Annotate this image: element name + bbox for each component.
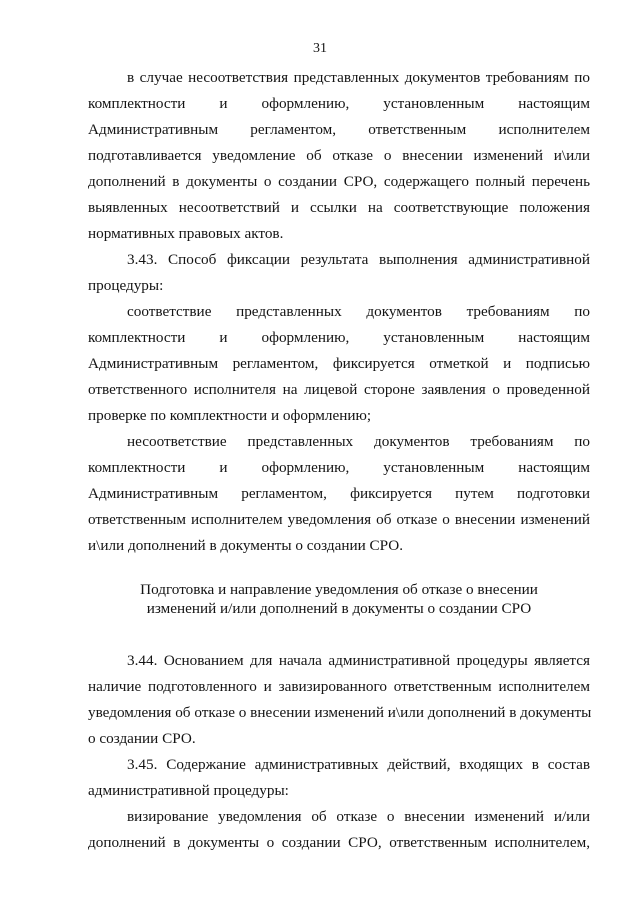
text-line: дополнений в документы о создании СРО, ответственным исполнителем,	[88, 834, 590, 851]
text-line: 3.45. Содержание административных действий, входящих в состав	[127, 756, 590, 773]
text-line: комплектности и оформлению, установленным настоящим	[88, 459, 590, 476]
text-line: комплектности и оформлению, установленным настоящим	[88, 329, 590, 346]
text-line: уведомления об отказе о внесении изменений и\или дополнений в документы	[88, 704, 592, 721]
text-line: проверке по комплектности и оформлению;	[88, 407, 372, 424]
text-line: дополнений в документы о создании СРО, содержащего полный перечень	[88, 173, 590, 190]
text-line: наличие подготовленного и завизированного ответственным исполнителем	[88, 678, 590, 695]
text-line: ответственного исполнителя на лицевой стороне заявления о проведенной	[88, 381, 590, 398]
text-line: процедуры:	[88, 277, 164, 294]
section-heading: Подготовка и направление уведомления об отказе о внесении	[140, 581, 538, 598]
text-line: выявленных несоответствий и ссылки на соответствующие положения	[88, 199, 590, 216]
section-heading: изменений и/или дополнений в документы о создании СРО	[146, 600, 532, 617]
text-line: соответствие представленных документов требованиям по	[127, 303, 590, 320]
text-line: подготавливается уведомление об отказе о внесении изменений и\или	[88, 147, 590, 164]
text-line: Административным регламентом, ответственным исполнителем	[88, 121, 590, 138]
text-line: несоответствие представленных документов требованиям по	[127, 433, 590, 450]
text-line: и\или дополнений в документы о создании СРО.	[88, 537, 404, 554]
text-line: о создании СРО.	[88, 730, 196, 747]
text-line: 3.44. Основанием для начала административной процедуры является	[127, 652, 590, 669]
text-line: Административным регламентом, фиксируется путем подготовки	[88, 485, 590, 502]
text-line: административной процедуры:	[88, 782, 289, 799]
text-line: ответственным исполнителем уведомления об отказе о внесении изменений	[88, 511, 590, 528]
text-line: нормативных правовых актов.	[88, 225, 284, 242]
text-line: визирование уведомления об отказе о внесении изменений и/или	[127, 808, 590, 825]
text-line: комплектности и оформлению, установленным настоящим	[88, 95, 590, 112]
text-line: в случае несоответствия представленных документов требованиям по	[127, 69, 590, 86]
text-line: Административным регламентом, фиксируется отметкой и подписью	[88, 355, 590, 372]
page-number: 31	[313, 41, 327, 56]
text-line: 3.43. Способ фиксации результата выполнения административной	[127, 251, 590, 268]
